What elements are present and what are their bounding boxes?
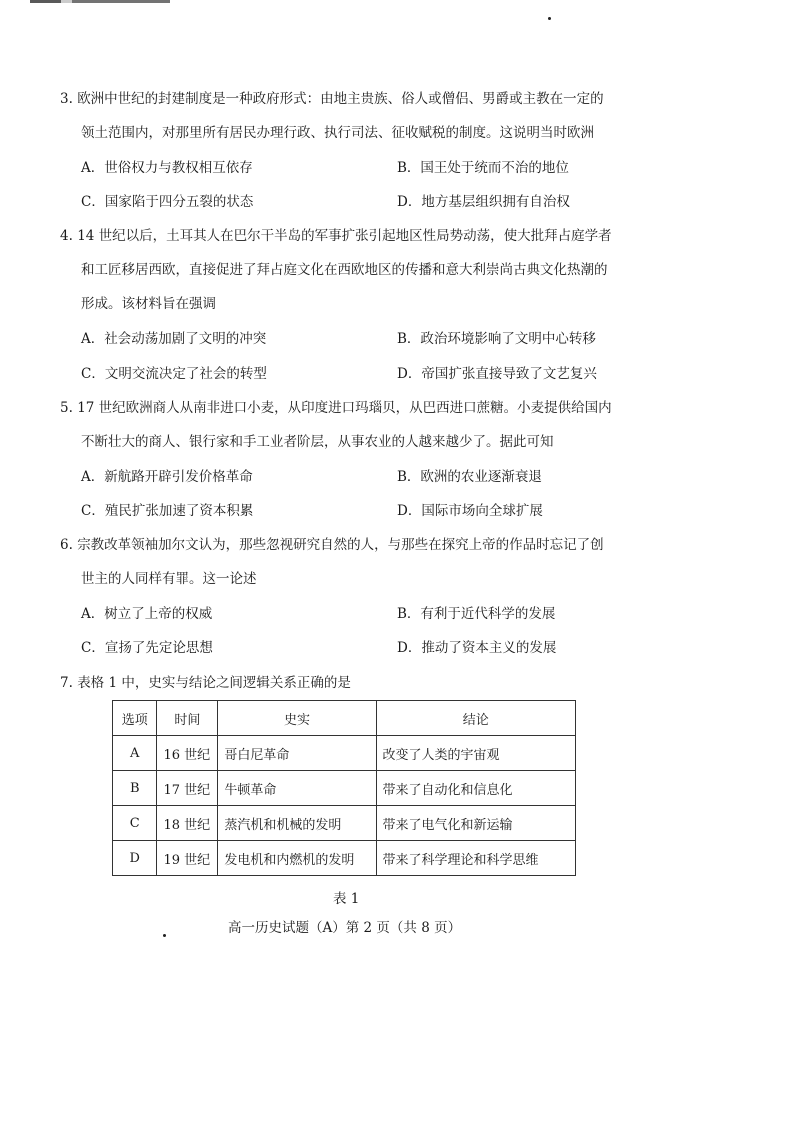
question-7-stem-1: 表格 1 中，史实与结论之间逻辑关系正确的是 [77,675,351,691]
question-3-option-a: A．世俗权力与教权相互依存 [81,160,253,176]
question-3-line-2: 领土范围内，对那里所有居民办理行政、执行司法、征收赋税的制度。这说明当时欧洲 [81,125,594,141]
table-header-option: 选项 [113,701,157,736]
question-5-option-c: C．殖民扩张加速了资本积累 [81,503,254,519]
question-4-option-b: B．政治环境影响了文明中心转移 [397,331,596,347]
table-header-conclusion: 结论 [376,701,575,736]
table-cell-time: 19 世纪 [157,841,218,876]
table-row [113,806,576,841]
table-cell-option: A [113,736,157,771]
question-7-number: 7. [60,675,73,691]
question-6-option-b: B．有利于近代科学的发展 [397,606,556,622]
scan-speck [163,934,166,937]
table-header-time: 时间 [157,701,218,736]
table-cell-fact: 哥白尼革命 [218,736,376,771]
table-cell-option: C [113,806,157,841]
question-4-option-d: D．帝国扩张直接导致了文艺复兴 [397,366,597,382]
question-3-number: 3. [60,91,73,107]
table-cell-time: 16 世纪 [157,736,218,771]
question-4-option-c: C．文明交流决定了社会的转型 [81,366,267,382]
scan-speck [548,17,551,20]
table-1 [112,700,576,876]
question-5-option-b: B．欧洲的农业逐渐衰退 [397,469,542,485]
question-4-number: 4. [60,228,73,244]
table-cell-conclusion: 带来了自动化和信息化 [376,771,575,806]
question-3-stem-1: 欧洲中世纪的封建制度是一种政府形式：由地主贵族、俗人或僧侣、男爵或主教在一定的 [77,91,604,107]
question-6-option-c: C．宣扬了先定论思想 [81,640,213,656]
table-cell-option: D [113,841,157,876]
question-6-option-d: D．推动了资本主义的发展 [397,640,557,656]
table-row [113,736,576,771]
table-caption: 表 1 [333,891,360,907]
question-3-option-d: D．地方基层组织拥有自治权 [397,194,570,210]
question-6-line-1 [60,535,604,555]
question-6-stem-1: 宗教改革领袖加尔文认为，那些忽视研究自然的人，与那些在探究上帝的作品时忘记了创 [77,537,604,553]
question-5-stem-1: 17 世纪欧洲商人从南非进口小麦，从印度进口玛瑙贝，从巴西进口蔗糖。小麦提供给国内 [77,400,612,416]
table-cell-conclusion: 带来了科学理论和科学思维 [376,841,575,876]
question-5-line-1 [60,398,612,418]
question-6-line-2: 世主的人同样有罪。这一论述 [81,571,257,587]
question-5-number: 5. [60,400,73,416]
table-cell-conclusion: 带来了电气化和新运输 [376,806,575,841]
table-row [113,841,576,876]
question-4-stem-1: 14 世纪以后，土耳其人在巴尔干半岛的军事扩张引起地区性局势动荡，使大批拜占庭学者 [77,228,612,244]
question-7-line-1 [60,673,351,693]
table-cell-time: 17 世纪 [157,771,218,806]
question-6-number: 6. [60,537,73,553]
table-row [113,771,576,806]
question-3-line-1 [60,89,604,109]
question-4-line-2: 和工匠移居西欧，直接促进了拜占庭文化在西欧地区的传播和意大利崇尚古典文化热潮的 [81,262,608,278]
question-4-option-a: A．社会动荡加剧了文明的冲突 [81,331,267,347]
table-header-row [113,701,576,736]
table-cell-fact: 蒸汽机和机械的发明 [218,806,376,841]
table-cell-conclusion: 改变了人类的宇宙观 [376,736,575,771]
table-cell-time: 18 世纪 [157,806,218,841]
question-5-line-2: 不断壮大的商人、银行家和手工业者阶层，从事农业的人越来越少了。据此可知 [81,434,554,450]
question-3-option-c: C．国家陷于四分五裂的状态 [81,194,254,210]
question-4-line-3: 形成。该材料旨在强调 [81,296,216,312]
question-5-option-a: A．新航路开辟引发价格革命 [81,469,253,485]
page-footer: 高一历史试题（A）第 2 页（共 8 页） [228,920,462,936]
question-5-option-d: D．国际市场向全球扩展 [397,503,543,519]
table-cell-fact: 发电机和内燃机的发明 [218,841,376,876]
question-4-line-1 [60,226,612,246]
scan-edge-mark [30,0,170,3]
table-cell-fact: 牛顿革命 [218,771,376,806]
table-cell-option: B [113,771,157,806]
table-header-fact: 史实 [218,701,376,736]
question-3-option-b: B．国王处于统而不治的地位 [397,160,569,176]
question-6-option-a: A．树立了上帝的权威 [81,606,213,622]
